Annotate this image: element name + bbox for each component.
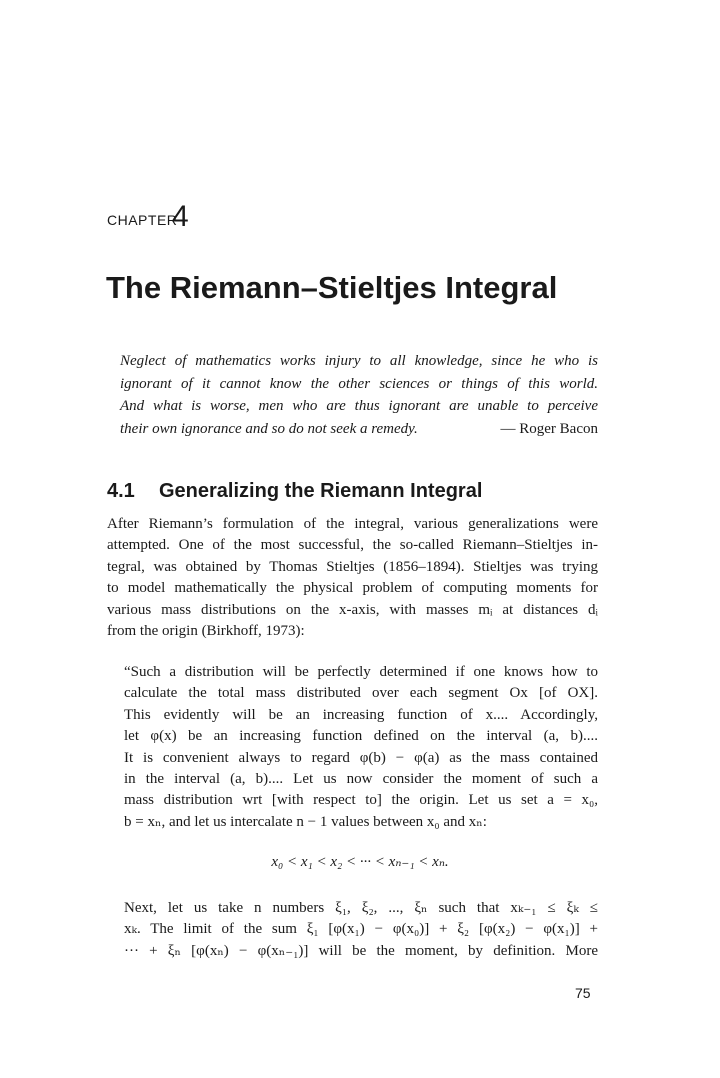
body-paragraph: [124, 898, 598, 962]
paragraph-line: xₖ. The limit of the sum ξ₁ [φ(x₁) − φ(x₀)] + ξ₂ [φ(x₂) − φ(x₁)] +: [124, 921, 598, 938]
epigraph-last-line: [120, 418, 598, 441]
quote-line: let φ(x) be an increasing function defined on the interval (a, b)....: [124, 728, 598, 745]
quote-line: b = xₙ, and let us intercalate n − 1 values between x₀ and xₙ:: [124, 813, 487, 830]
epigraph: [120, 350, 598, 440]
chapter-title: The Riemann–Stieltjes Integral: [106, 270, 558, 305]
paragraph-line: After Riemann’s formulation of the integral, various generalizations were: [107, 516, 598, 532]
paragraph-line: various mass distributions on the x-axis, with masses mᵢ at distances dᵢ: [107, 601, 598, 618]
epigraph-line: ignorant of it cannot know the other sciences or things of this world.: [120, 375, 598, 392]
quote-line: calculate the total mass distributed over each segment Ox [of OX].: [124, 685, 598, 702]
chapter-label: CHAPTER: [107, 212, 178, 228]
quote-line: in the interval (a, b).... Let us now consider the moment of such a: [124, 771, 598, 788]
quote-line: mass distribution wrt [with respect to] the origin. Let us set a = x₀,: [124, 792, 598, 809]
chapter-number: 4: [172, 200, 189, 233]
paragraph-line: to model mathematically the physical problem of computing moments for: [107, 580, 598, 597]
paragraph-line: from the origin (Birkhoff, 1973):: [107, 623, 305, 640]
epigraph-line: Neglect of mathematics works injury to all knowledge, since he who is: [120, 353, 598, 369]
paragraph-line: attempted. One of the most successful, the so-called Riemann–Stieltjes in-: [107, 537, 598, 554]
section-number: 4.1: [107, 480, 135, 502]
paragraph-line: ··· + ξₙ [φ(xₙ) − φ(xₙ₋₁)] will be the moment, by definition. More: [124, 942, 598, 959]
body-paragraph: [107, 514, 598, 642]
quote-line: It is convenient always to regard φ(b) − φ(a) as the mass contained: [124, 749, 598, 766]
quote-line: This evidently will be an increasing function of x.... Accordingly,: [124, 706, 598, 723]
epigraph-attribution: — Roger Bacon: [500, 420, 598, 437]
block-quote: [124, 662, 598, 833]
paragraph-line: tegral, was obtained by Thomas Stieltjes (1856–1894). Stieltjes was trying: [107, 558, 598, 575]
epigraph-line: their own ignorance and so do not seek a remedy.: [120, 420, 418, 437]
epigraph-line: And what is worse, men who are thus ignorant are unable to perceive: [120, 398, 598, 414]
page-number: 75: [575, 985, 591, 1001]
paragraph-line: Next, let us take n numbers ξ₁, ξ₂, ..., ξₙ such that xₖ₋₁ ≤ ξₖ ≤: [124, 900, 598, 916]
display-equation: x₀ < x₁ < x₂ < ··· < xₙ₋₁ < xₙ.: [271, 854, 449, 870]
section-title: Generalizing the Riemann Integral: [159, 480, 483, 502]
section-heading: [107, 480, 482, 503]
quote-line: “Such a distribution will be perfectly determined if one knows how to: [124, 664, 598, 680]
